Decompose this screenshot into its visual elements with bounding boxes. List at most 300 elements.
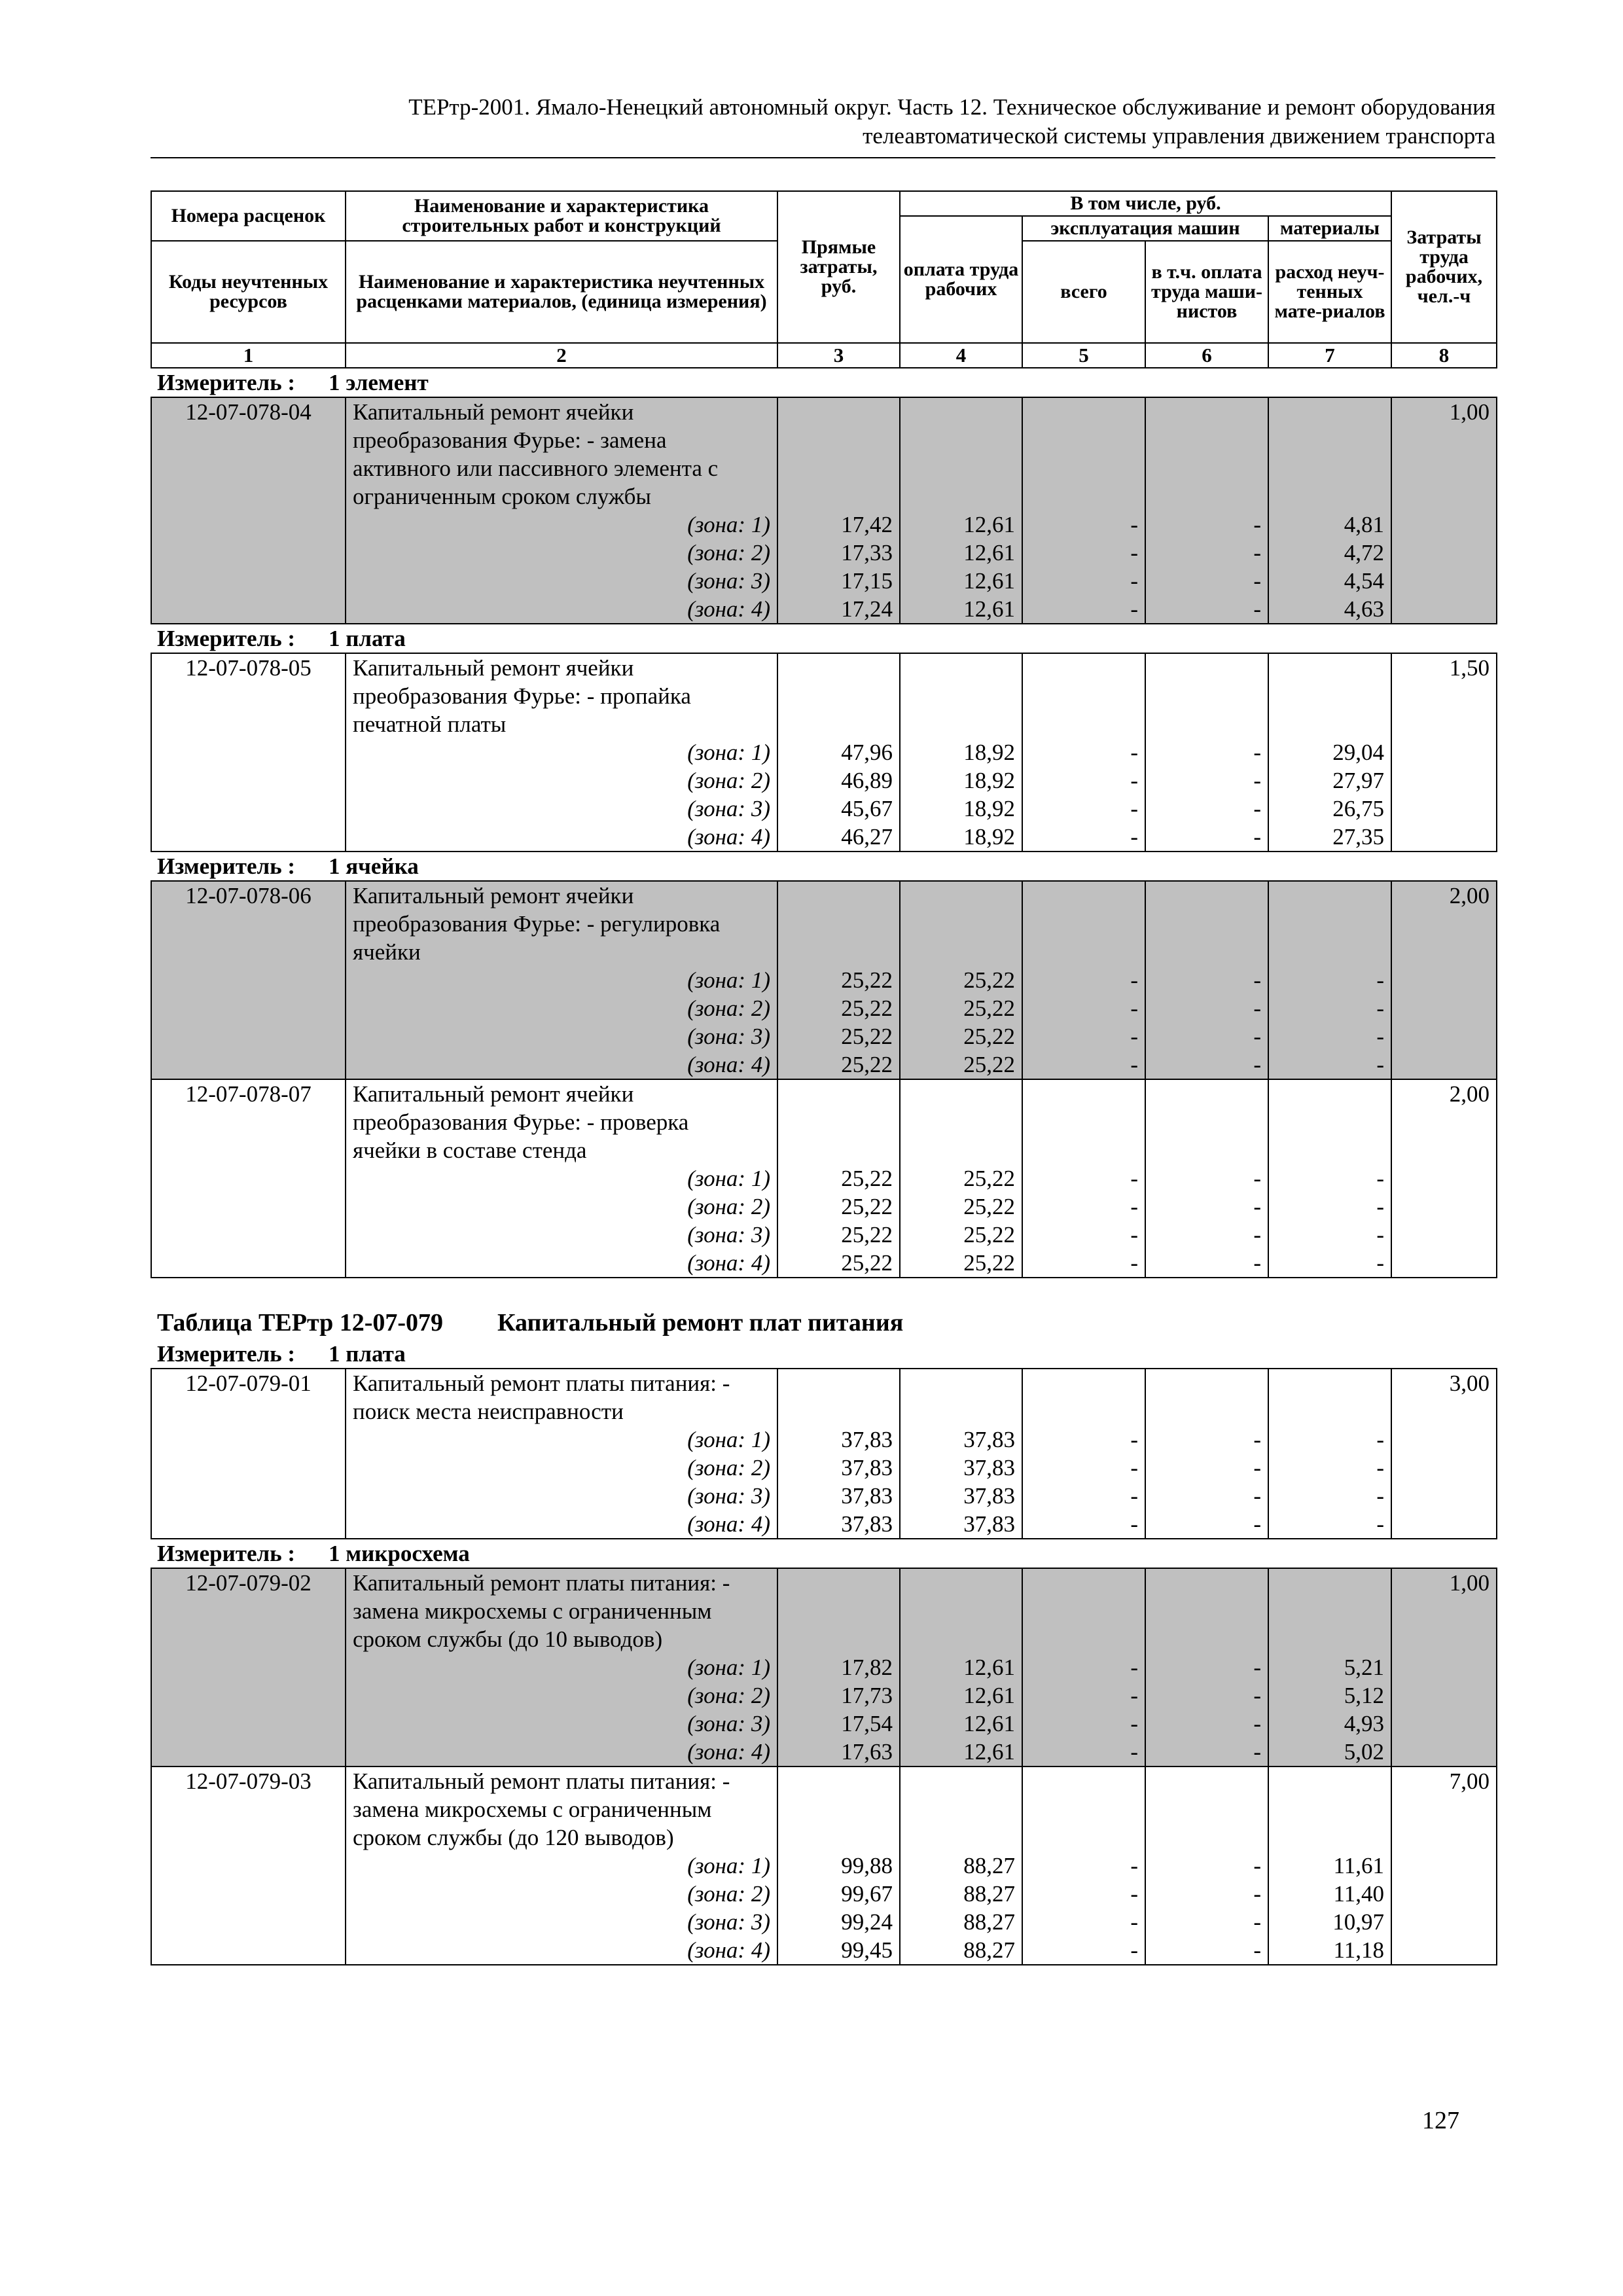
empty-cell: [900, 1597, 1022, 1625]
machines-total: -: [1022, 1022, 1145, 1050]
zone-label: (зона: 2): [346, 766, 777, 795]
empty-cell: [777, 482, 900, 511]
worker-wages: 12,61: [900, 1738, 1022, 1767]
rate-code: 12-07-078-06: [151, 881, 346, 910]
description-row: [151, 881, 1497, 910]
description-line: Капитальный ремонт ячейки: [346, 1079, 777, 1108]
materials-cost: -: [1268, 1426, 1391, 1454]
empty-cell: [1145, 1397, 1268, 1426]
empty-cell: [1391, 1510, 1497, 1539]
empty-cell: [1391, 1221, 1497, 1249]
empty-cell: [1391, 1397, 1497, 1426]
empty-cell: [1022, 1136, 1145, 1164]
empty-cell: [151, 795, 346, 823]
empty-cell: [151, 1193, 346, 1221]
column-number: 1: [151, 343, 346, 368]
empty-cell: [777, 1625, 900, 1653]
worker-wages: 12,61: [900, 511, 1022, 539]
empty-cell: [151, 966, 346, 994]
machines-total: -: [1022, 539, 1145, 567]
empty-cell: [1145, 1625, 1268, 1653]
zone-row: [151, 1022, 1497, 1050]
zone-row: [151, 1880, 1497, 1908]
worker-wages: 88,27: [900, 1852, 1022, 1880]
empty-cell: [1268, 1079, 1391, 1108]
price-table: [151, 653, 1497, 852]
machines-total: -: [1022, 1908, 1145, 1936]
machines-total: -: [1022, 1482, 1145, 1510]
empty-cell: [1022, 1369, 1145, 1397]
empty-cell: [1391, 1164, 1497, 1193]
empty-cell: [900, 653, 1022, 682]
empty-cell: [900, 454, 1022, 482]
empty-cell: [1391, 1710, 1497, 1738]
header-direct-costs: Прямые затраты, руб.: [777, 191, 900, 343]
empty-cell: [151, 994, 346, 1022]
empty-cell: [900, 1369, 1022, 1397]
header-material-name: Наименование и характеристика неучтенных расценками материалов, (единица измерения): [346, 241, 777, 343]
empty-cell: [777, 1108, 900, 1136]
empty-cell: [1391, 1908, 1497, 1936]
empty-cell: [151, 567, 346, 595]
empty-cell: [1268, 1397, 1391, 1426]
price-item: [151, 1079, 1497, 1278]
column-number: 8: [1391, 343, 1497, 368]
price-item: [151, 653, 1497, 852]
empty-cell: [1391, 1136, 1497, 1164]
description-row: [151, 1795, 1497, 1823]
empty-cell: [900, 426, 1022, 454]
empty-cell: [1268, 1823, 1391, 1852]
direct-costs: 17,63: [777, 1738, 900, 1767]
zone-row: [151, 1426, 1497, 1454]
operator-wages: -: [1145, 1426, 1268, 1454]
machines-total: -: [1022, 1738, 1145, 1767]
empty-cell: [900, 1795, 1022, 1823]
empty-cell: [777, 938, 900, 966]
empty-cell: [900, 910, 1022, 938]
empty-cell: [900, 1136, 1022, 1164]
empty-cell: [900, 710, 1022, 738]
zone-label: (зона: 4): [346, 823, 777, 852]
empty-cell: [1022, 682, 1145, 710]
empty-cell: [1391, 1880, 1497, 1908]
empty-cell: [1391, 1454, 1497, 1482]
zone-label: (зона: 1): [346, 511, 777, 539]
direct-costs: 25,22: [777, 1193, 900, 1221]
empty-cell: [1145, 454, 1268, 482]
empty-cell: [1391, 938, 1497, 966]
description-row: [151, 1108, 1497, 1136]
materials-cost: 27,35: [1268, 823, 1391, 852]
rate-code: 12-07-078-04: [151, 397, 346, 426]
empty-cell: [151, 1795, 346, 1823]
empty-cell: [151, 1050, 346, 1079]
zone-label: (зона: 3): [346, 1221, 777, 1249]
empty-cell: [151, 1710, 346, 1738]
worker-wages: 25,22: [900, 966, 1022, 994]
empty-cell: [151, 426, 346, 454]
empty-cell: [777, 426, 900, 454]
empty-cell: [900, 881, 1022, 910]
empty-cell: [777, 910, 900, 938]
worker-wages: 12,61: [900, 567, 1022, 595]
worker-wages: 12,61: [900, 1653, 1022, 1681]
materials-cost: -: [1268, 1193, 1391, 1221]
empty-cell: [1145, 1136, 1268, 1164]
measure-value: 1 плата: [329, 626, 406, 651]
price-sections-2: [151, 1340, 1496, 1965]
worker-wages: 37,83: [900, 1426, 1022, 1454]
empty-cell: [1391, 766, 1497, 795]
materials-cost: 29,04: [1268, 738, 1391, 766]
materials-cost: -: [1268, 1022, 1391, 1050]
measure-value: 1 элемент: [329, 370, 429, 395]
page-number: 127: [1422, 2107, 1459, 2134]
zone-label: (зона: 1): [346, 1653, 777, 1681]
direct-costs: 46,27: [777, 823, 900, 852]
zone-row: [151, 1454, 1497, 1482]
empty-cell: [1145, 1767, 1268, 1795]
direct-costs: 45,67: [777, 795, 900, 823]
direct-costs: 25,22: [777, 1164, 900, 1193]
empty-cell: [151, 482, 346, 511]
zone-row: [151, 1681, 1497, 1710]
operator-wages: -: [1145, 1221, 1268, 1249]
operator-wages: -: [1145, 1454, 1268, 1482]
zone-row: [151, 1908, 1497, 1936]
machines-total: -: [1022, 1936, 1145, 1965]
empty-cell: [151, 1852, 346, 1880]
empty-cell: [1391, 966, 1497, 994]
machines-total: -: [1022, 1249, 1145, 1278]
direct-costs: 37,83: [777, 1510, 900, 1539]
description-row: [151, 1136, 1497, 1164]
zone-row: [151, 1653, 1497, 1681]
description-line: ячейки в составе стенда: [346, 1136, 777, 1164]
empty-cell: [900, 397, 1022, 426]
table-title: [151, 1306, 1496, 1340]
empty-cell: [777, 454, 900, 482]
zone-label: (зона: 3): [346, 567, 777, 595]
worker-wages: 25,22: [900, 1050, 1022, 1079]
empty-cell: [1268, 653, 1391, 682]
measure-label: Измеритель :: [157, 853, 296, 879]
machines-total: -: [1022, 595, 1145, 624]
empty-cell: [1145, 1108, 1268, 1136]
worker-wages: 88,27: [900, 1880, 1022, 1908]
zone-row: [151, 567, 1497, 595]
zone-row: [151, 1710, 1497, 1738]
empty-cell: [1391, 1022, 1497, 1050]
empty-cell: [1391, 511, 1497, 539]
direct-costs: 37,83: [777, 1454, 900, 1482]
worker-wages: 25,22: [900, 1164, 1022, 1193]
empty-cell: [900, 1767, 1022, 1795]
rate-code: 12-07-079-03: [151, 1767, 346, 1795]
worker-wages: 25,22: [900, 994, 1022, 1022]
price-item: [151, 397, 1497, 624]
empty-cell: [1391, 567, 1497, 595]
description-row: [151, 1568, 1497, 1597]
empty-cell: [900, 1568, 1022, 1597]
zone-label: (зона: 1): [346, 966, 777, 994]
description-line: преобразования Фурье: - проверка: [346, 1108, 777, 1136]
machines-total: -: [1022, 567, 1145, 595]
document-content: [151, 190, 1496, 1965]
operator-wages: -: [1145, 966, 1268, 994]
description-line: поиск места неисправности: [346, 1397, 777, 1426]
materials-cost: -: [1268, 1164, 1391, 1193]
operator-wages: -: [1145, 1710, 1268, 1738]
description-row: [151, 710, 1497, 738]
operator-wages: -: [1145, 738, 1268, 766]
empty-cell: [1391, 426, 1497, 454]
empty-cell: [777, 1568, 900, 1597]
materials-cost: -: [1268, 966, 1391, 994]
worker-wages: 25,22: [900, 1022, 1022, 1050]
empty-cell: [1391, 482, 1497, 511]
empty-cell: [151, 938, 346, 966]
operator-wages: -: [1145, 1050, 1268, 1079]
zone-label: (зона: 4): [346, 1510, 777, 1539]
empty-cell: [1145, 881, 1268, 910]
empty-cell: [151, 1482, 346, 1510]
materials-cost: 5,02: [1268, 1738, 1391, 1767]
empty-cell: [151, 1653, 346, 1681]
empty-cell: [151, 1738, 346, 1767]
price-table: [151, 880, 1497, 1278]
empty-cell: [151, 1397, 346, 1426]
empty-cell: [151, 1426, 346, 1454]
zone-label: (зона: 2): [346, 1193, 777, 1221]
empty-cell: [1391, 823, 1497, 852]
empty-cell: [1022, 482, 1145, 511]
direct-costs: 37,83: [777, 1482, 900, 1510]
labor-costs: 2,00: [1391, 881, 1497, 910]
empty-cell: [1022, 710, 1145, 738]
zone-row: [151, 1221, 1497, 1249]
operator-wages: -: [1145, 1022, 1268, 1050]
description-row: [151, 1625, 1497, 1653]
zone-label: (зона: 1): [346, 738, 777, 766]
machines-total: -: [1022, 795, 1145, 823]
empty-cell: [777, 397, 900, 426]
price-table: [151, 1368, 1497, 1539]
zone-row: [151, 1193, 1497, 1221]
measure-label: Измеритель :: [157, 1541, 296, 1566]
header-line-2: телеавтоматической системы управления движением транспорта: [863, 123, 1495, 149]
direct-costs: 47,96: [777, 738, 900, 766]
description-line: Капитальный ремонт платы питания: -: [346, 1568, 777, 1597]
column-number: 4: [900, 343, 1022, 368]
materials-cost: -: [1268, 1454, 1391, 1482]
zone-label: (зона: 4): [346, 1738, 777, 1767]
worker-wages: 25,22: [900, 1249, 1022, 1278]
header-machines-total: всего: [1022, 241, 1145, 343]
empty-cell: [151, 595, 346, 624]
labor-costs: 7,00: [1391, 1767, 1497, 1795]
zone-row: [151, 994, 1497, 1022]
operator-wages: -: [1145, 766, 1268, 795]
empty-cell: [151, 766, 346, 795]
empty-cell: [1268, 426, 1391, 454]
empty-cell: [1268, 938, 1391, 966]
machines-total: -: [1022, 1653, 1145, 1681]
empty-cell: [151, 1022, 346, 1050]
price-item: [151, 1767, 1497, 1965]
empty-cell: [777, 653, 900, 682]
direct-costs: 99,88: [777, 1852, 900, 1880]
description-row: [151, 1597, 1497, 1625]
empty-cell: [1391, 1936, 1497, 1965]
empty-cell: [1391, 1050, 1497, 1079]
worker-wages: 88,27: [900, 1936, 1022, 1965]
zone-row: [151, 1249, 1497, 1278]
header-work-name: Наименование и характеристика строительных работ и конструкций: [346, 191, 777, 241]
machines-total: -: [1022, 1164, 1145, 1193]
empty-cell: [1022, 1767, 1145, 1795]
price-table: [151, 1568, 1497, 1965]
empty-cell: [1391, 1738, 1497, 1767]
empty-cell: [1391, 1426, 1497, 1454]
zone-row: [151, 539, 1497, 567]
materials-cost: -: [1268, 1482, 1391, 1510]
empty-cell: [1268, 1136, 1391, 1164]
direct-costs: 17,15: [777, 567, 900, 595]
zone-label: (зона: 2): [346, 1880, 777, 1908]
machines-total: -: [1022, 823, 1145, 852]
empty-cell: [151, 1221, 346, 1249]
empty-cell: [1145, 426, 1268, 454]
empty-cell: [151, 1454, 346, 1482]
operator-wages: -: [1145, 1681, 1268, 1710]
empty-cell: [1022, 1108, 1145, 1136]
price-sections: [151, 368, 1496, 1278]
description-row: [151, 938, 1497, 966]
machines-total: -: [1022, 1510, 1145, 1539]
description-line: печатной платы: [346, 710, 777, 738]
table-number: Таблица ТЕРтр 12-07-079: [157, 1309, 444, 1336]
empty-cell: [151, 1510, 346, 1539]
empty-cell: [151, 539, 346, 567]
zone-label: (зона: 4): [346, 1249, 777, 1278]
materials-cost: 11,61: [1268, 1852, 1391, 1880]
price-item: [151, 1568, 1497, 1767]
empty-cell: [1268, 1568, 1391, 1597]
page-header: [151, 93, 1495, 151]
empty-cell: [1022, 426, 1145, 454]
empty-cell: [777, 1597, 900, 1625]
empty-cell: [1391, 1625, 1497, 1653]
zone-label: (зона: 3): [346, 1482, 777, 1510]
empty-cell: [777, 1823, 900, 1852]
description-line: Капитальный ремонт ячейки: [346, 397, 777, 426]
empty-cell: [1391, 994, 1497, 1022]
zone-row: [151, 738, 1497, 766]
description-line: замена микросхемы с ограниченным: [346, 1597, 777, 1625]
zone-label: (зона: 2): [346, 994, 777, 1022]
header-machines-group: эксплуатация машин: [1022, 216, 1268, 241]
operator-wages: -: [1145, 1193, 1268, 1221]
direct-costs: 17,82: [777, 1653, 900, 1681]
description-row: [151, 1397, 1497, 1426]
measure-line: [151, 1539, 1496, 1568]
machines-total: -: [1022, 1050, 1145, 1079]
direct-costs: 37,83: [777, 1426, 900, 1454]
empty-cell: [1022, 881, 1145, 910]
worker-wages: 37,83: [900, 1482, 1022, 1510]
zone-label: (зона: 4): [346, 595, 777, 624]
materials-cost: 4,54: [1268, 567, 1391, 595]
description-line: сроком службы (до 10 выводов): [346, 1625, 777, 1653]
empty-cell: [151, 710, 346, 738]
price-table: [151, 397, 1497, 624]
description-line: Капитальный ремонт ячейки: [346, 881, 777, 910]
direct-costs: 99,67: [777, 1880, 900, 1908]
measure-line: [151, 368, 1496, 397]
header-labor-costs: Затраты труда рабочих, чел.-ч: [1391, 191, 1497, 343]
worker-wages: 12,61: [900, 539, 1022, 567]
labor-costs: 1,50: [1391, 653, 1497, 682]
description-line: Капитальный ремонт ячейки: [346, 653, 777, 682]
worker-wages: 12,61: [900, 595, 1022, 624]
empty-cell: [1145, 938, 1268, 966]
empty-cell: [151, 1908, 346, 1936]
empty-cell: [151, 1681, 346, 1710]
operator-wages: -: [1145, 511, 1268, 539]
empty-cell: [1391, 910, 1497, 938]
empty-cell: [900, 1625, 1022, 1653]
header-rate-numbers: Номера расценок: [151, 191, 346, 241]
worker-wages: 25,22: [900, 1221, 1022, 1249]
empty-cell: [1268, 397, 1391, 426]
operator-wages: -: [1145, 1653, 1268, 1681]
direct-costs: 17,54: [777, 1710, 900, 1738]
worker-wages: 18,92: [900, 795, 1022, 823]
empty-cell: [1022, 1823, 1145, 1852]
description-row: [151, 426, 1497, 454]
materials-cost: 27,97: [1268, 766, 1391, 795]
worker-wages: 37,83: [900, 1510, 1022, 1539]
operator-wages: -: [1145, 1738, 1268, 1767]
zone-row: [151, 595, 1497, 624]
direct-costs: 17,33: [777, 539, 900, 567]
direct-costs: 25,22: [777, 1022, 900, 1050]
header-materials-group: материалы: [1268, 216, 1391, 241]
empty-cell: [1145, 1597, 1268, 1625]
empty-cell: [1022, 1795, 1145, 1823]
description-row: [151, 653, 1497, 682]
empty-cell: [777, 881, 900, 910]
operator-wages: -: [1145, 1510, 1268, 1539]
empty-cell: [1391, 738, 1497, 766]
operator-wages: -: [1145, 1936, 1268, 1965]
header-unaccounted-materials: расход неуч-тенных мате-риалов: [1268, 241, 1391, 343]
materials-cost: -: [1268, 1221, 1391, 1249]
materials-cost: 4,81: [1268, 511, 1391, 539]
column-number: 6: [1145, 343, 1268, 368]
empty-cell: [1391, 795, 1497, 823]
empty-cell: [1268, 482, 1391, 511]
zone-label: (зона: 3): [346, 1710, 777, 1738]
operator-wages: -: [1145, 795, 1268, 823]
operator-wages: -: [1145, 1249, 1268, 1278]
zone-row: [151, 766, 1497, 795]
worker-wages: 25,22: [900, 1193, 1022, 1221]
empty-cell: [777, 1795, 900, 1823]
empty-cell: [151, 823, 346, 852]
